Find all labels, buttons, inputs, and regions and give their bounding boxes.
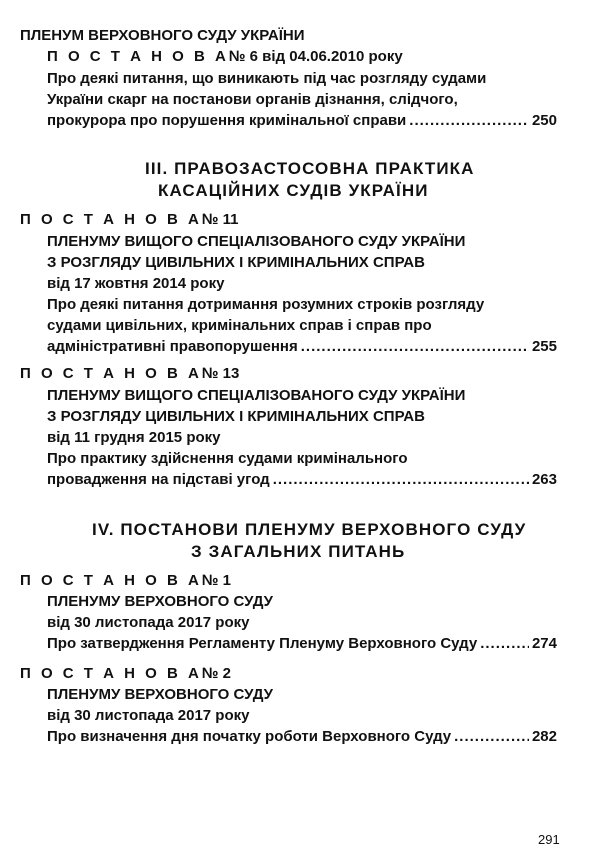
resolution-number: № 13 [201,365,240,382]
entry-text-line: Про деякі питання дотримання розумних строків розгляду [47,296,485,313]
resolution-number: № 1 [201,572,232,589]
entry-text-line: Про деякі питання, що виникають під час розгляду судами [47,70,487,87]
resolution-word: П О С Т А Н О В А [20,572,202,589]
page-reference: 282 [531,728,557,745]
resolution-number: № 11 [201,211,239,228]
dot-leader [301,337,529,357]
resolution-title [20,571,231,591]
entry-text-line: ПЛЕНУМУ ВИЩОГО СПЕЦІАЛІЗОВАНОГО СУДУ УКРАЇНИ [47,387,466,404]
resolution-word: П О С Т А Н О В А [20,365,202,382]
section-heading-iv-sub: З ЗАГАЛЬНИХ ПИТАНЬ [191,542,406,561]
toc-entry[interactable] [47,470,557,490]
entry-date: від 30 листопада 2017 року [47,707,250,724]
entry-text-line: провадження на підставі угод [47,471,270,488]
entry-text-line: України скарг на постанови органів дізнання, слідчого, [47,91,458,108]
entry-date: від 11 грудня 2015 року [47,429,221,446]
section-heading-iv: IV. ПОСТАНОВИ ПЛЕНУМУ ВЕРХОВНОГО СУДУ [92,520,527,539]
entry-date: від 17 жовтня 2014 року [47,275,225,292]
resolution-title [47,47,403,67]
resolution-word: П О С Т А Н О В А [20,211,202,228]
entry-text-line: ПЛЕНУМУ ВЕРХОВНОГО СУДУ [47,593,273,610]
toc-entry[interactable] [47,111,557,131]
entry-text-line: адміністративні правопорушення [47,338,298,355]
dot-leader [480,634,529,654]
entry-text-line: судами цивільних, кримінальних справ і справ про [47,317,432,334]
page-reference: 250 [531,112,557,129]
entry-text-line: Про визначення дня початку роботи Верховного Суду [47,728,452,745]
resolution-title [20,364,239,384]
resolution-word: П О С Т А Н О В А [47,48,229,65]
toc-entry[interactable] [47,727,557,747]
toc-entry[interactable] [47,337,557,357]
entry-text-line: З РОЗГЛЯДУ ЦИВІЛЬНИХ І КРИМІНАЛЬНИХ СПРАВ [47,254,425,271]
page-reference: 263 [531,471,557,488]
entry-text-line: З РОЗГЛЯДУ ЦИВІЛЬНИХ І КРИМІНАЛЬНИХ СПРАВ [47,408,425,425]
entry-text-line: прокурора про порушення кримінальної справи [47,112,407,129]
resolution-number: № 2 [201,665,232,682]
page-number: 291 [538,832,560,847]
dot-leader [409,111,529,131]
entry-text-line: ПЛЕНУМУ ВЕРХОВНОГО СУДУ [47,686,273,703]
entry-text-line: Про затвердження Регламенту Пленуму Верховного Суду [47,635,478,652]
section-header-plenum: ПЛЕНУМ ВЕРХОВНОГО СУДУ УКРАЇНИ [20,27,305,44]
dot-leader [454,727,529,747]
resolution-number: № 6 від 04.06.2010 року [228,48,403,65]
resolution-word: П О С Т А Н О В А [20,665,202,682]
section-heading-iii: III. ПРАВОЗАСТОСОВНА ПРАКТИКА [145,159,475,178]
dot-leader [273,470,529,490]
entry-text-line: ПЛЕНУМУ ВИЩОГО СПЕЦІАЛІЗОВАНОГО СУДУ УКРАЇНИ [47,233,466,250]
entry-text-line: Про практику здійснення судами кримінального [47,450,408,467]
resolution-title [20,210,239,230]
section-heading-iii-sub: КАСАЦІЙНИХ СУДІВ УКРАЇНИ [158,181,429,200]
toc-entry[interactable] [47,634,557,654]
resolution-title [20,664,231,684]
page-reference: 274 [531,635,557,652]
entry-date: від 30 листопада 2017 року [47,614,250,631]
page-reference: 255 [531,338,557,355]
